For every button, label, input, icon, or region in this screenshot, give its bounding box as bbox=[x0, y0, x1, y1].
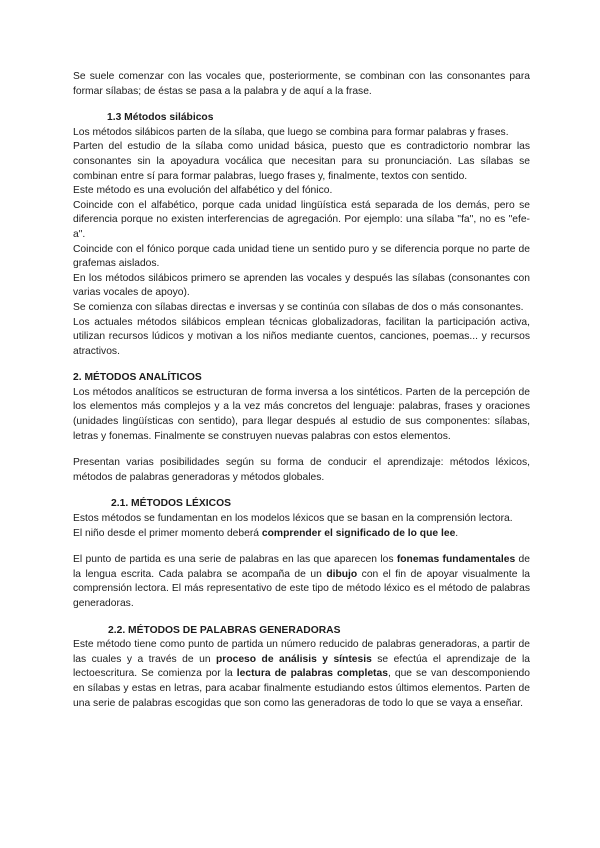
s21-bold-comprender: comprender el significado de lo que lee bbox=[261, 527, 456, 539]
s13-paragraph-4: Coincide con el alfabético, porque cada unidad lingüística está separada de los demás, pero se diferencia porque no existen interferencias de agregación. Por ejemplo: una sílaba "fa", no es "efe-a". bbox=[73, 199, 530, 240]
s13-paragraph-2: Parten del estudio de la sílaba como unidad básica, puesto que es contradictorio nombrar las consonantes sin la apoyadura vocálica que necesitan para su pronunciación. Las sílabas se combinan entre sí para formar palabras, luego frases y, finalmente, textos con sentido. bbox=[73, 141, 530, 182]
s21-bold-dibujo: dibujo bbox=[326, 568, 358, 580]
section-1-3-heading: 1.3 Métodos silábicos bbox=[107, 112, 214, 124]
s2-paragraph-2: Presentan varias posibilidades según su forma de conducir el aprendizaje: métodos léxicos, métodos de palabras generadoras y métodos globales. bbox=[73, 457, 530, 483]
s13-paragraph-7: Se comienza con sílabas directas e inversas y se continúa con sílabas de dos o más consonantes. bbox=[73, 301, 524, 313]
s13-paragraph-3: Este método es una evolución del alfabético y del fónico. bbox=[73, 185, 333, 197]
s13-paragraph-1: Los métodos silábicos parten de la sílaba, que luego se combina para formar palabras y frases. bbox=[73, 126, 509, 138]
section-2-heading: 2. MÉTODOS ANALÍTICOS bbox=[73, 372, 202, 384]
s22-bold-analisis: proceso de análisis y síntesis bbox=[216, 653, 372, 665]
section-2-1-heading: 2.1. MÉTODOS LÉXICOS bbox=[111, 498, 231, 510]
s13-paragraph-5: Coincide con el fónico porque cada unidad tiene un sentido puro y se diferencia porque no parte de grafemas aislados. bbox=[73, 243, 530, 270]
s13-paragraph-8: Los actuales métodos silábicos emplean técnicas globalizadoras, facilitan la participación activa, utilizan recursos lúdicos y motivan a los niños mediante cuentos, canciones, poemas... y recursos atractivos. bbox=[73, 316, 530, 357]
intro-paragraph: Se suele comenzar con las vocales que, posteriormente, se combinan con las consonantes para formar sílabas; de éstas se pasa a la palabra y de aquí a la frase. bbox=[73, 71, 530, 97]
s13-paragraph-6: En los métodos silábicos primero se aprenden las vocales y después las sílabas (consonantes con varias vocales de apoyo). bbox=[73, 272, 530, 299]
document-page bbox=[73, 70, 530, 711]
s21-paragraph-3: El punto de partida es una serie de palabras en las que aparecen los fonemas fundamentales de la lengua escrita. Cada palabra se acompaña de un dibujo con el fin de apoyar visualmente la comprensión lectora. El más representativo de este tipo de método léxico es el método de palabras generadoras. bbox=[73, 554, 530, 609]
s22-bold-lectura: lectura de palabras completas bbox=[236, 668, 388, 680]
section-2-2-heading: 2.2. MÉTODOS DE PALABRAS GENERADORAS bbox=[108, 624, 341, 636]
s2-paragraph-1: Los métodos analíticos se estructuran de forma inversa a los sintéticos. Parten de la percepción de los elementos más complejos y a la vez más concretos del lenguaje: palabras, frases y oraciones (unidades lingüísticas con sentido), para llegar después al estudio de sus componentes: sílabas, letras y fonemas. Finalmente se construyen nuevas palabras con estos elementos. bbox=[73, 386, 530, 442]
s21-bold-fonemas: fonemas fundamentales bbox=[396, 554, 516, 566]
s21-paragraph-1: Estos métodos se fundamentan en los modelos léxicos que se basan en la comprensión lectora. bbox=[73, 513, 513, 525]
s22-paragraph-1: Este método tiene como punto de partida un número reducido de palabras generadoras, a partir de las cuales y a través de un proceso de análisis y síntesis se efectúa el aprendizaje de la lectoescritura. Se comienza por la lectura de palabras completas, que se van descomponiendo en sílabas y estas en letras, para acabar finalmente estudiando estos últimos elementos. Parten de una serie de palabras escogidas que son como las generadoras de todo lo que se vaya a enseñar. bbox=[73, 639, 531, 709]
s21-paragraph-2: El niño desde el primer momento deberá comprender el significado de lo que lee. bbox=[73, 527, 459, 539]
